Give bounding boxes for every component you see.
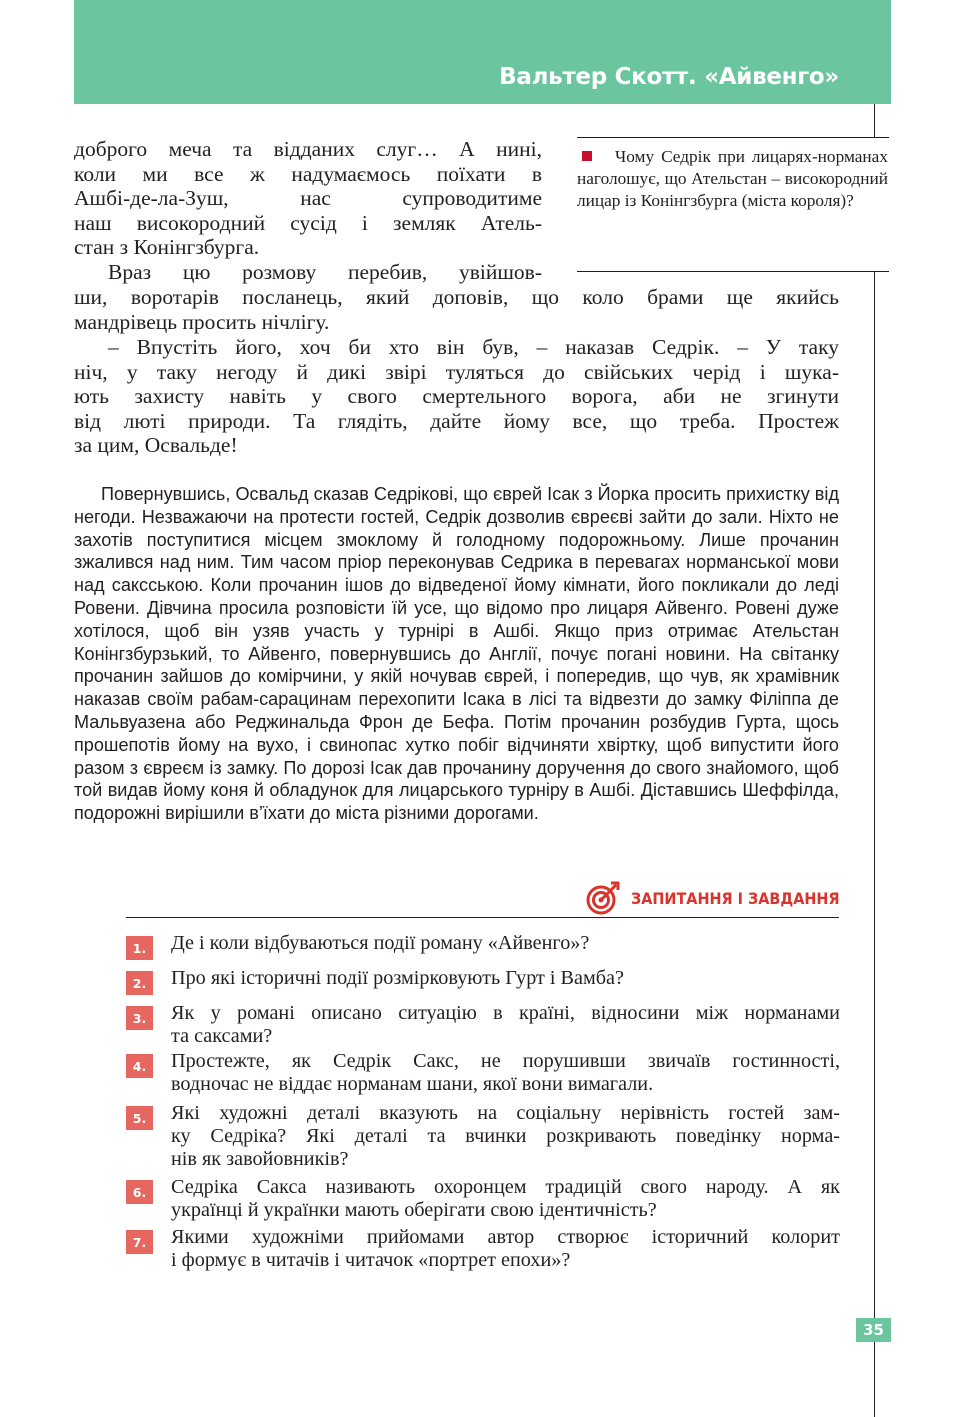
text-line: від люті природи. Та глядіть, дайте йому все, що треба. Простеж [74, 408, 839, 433]
question-text [171, 1002, 840, 1048]
square-bullet-icon [582, 151, 592, 161]
question-text [171, 967, 840, 990]
question-text [171, 1176, 840, 1222]
text-line: українці й українки мають оберігати свою ідентичність? [171, 1198, 657, 1221]
plot-summary: Повернувшись, Освальд сказав Седрікові, що єврей Ісак з Йорка просить прихистку від негоди. Незважаючи на протести гостей, Седрік дозволив євреєві зайти до зали. Ніхто не захотів поступитися місцем змоклому й голодному подорожньому. Лише прочанин зжалився над ним. Тим часом пріор переконував Седрика в перевагах норманської мови над саксською. Коли прочанин ішов до відведеної йому кімнати, його покликали до леді Ровени. Дівчина просила розповісти їй усе, що відомо про лицаря Айвенго. Ровені дуже хотілося, щоб він узяв участь у турнірі в Ашбі. Якщо приз отримає Ательстан Конінгзбурзький, то Айвенго, повернувшись до Англії, почує погані новини. На світанку прочанин зайшов до комірчини, у якій ночував єврей, і попередив, що чув, як храмівник наказав своїм рабам-сарацинам перехопити Ісака в лісі та відвезти до замку Філіппа де Мальвуазена або Реджинальда Фрон де Бефа. Потім прочанин розбудив Гурта, щось прошепотів йому на вухо, і свинопас хутко побіг відчиняти хвіртку, щоб випустити його разом з євреєм із замку. По дорозі Ісак дав прочанину доручення до свого знайомого, щоб той видав йому коня й обладунок для лицарського турніру в Ашбі. Діставшись Шеффілда, подорожні вирішили в’їхати до міста різними дорогами. [74, 484, 839, 824]
text-line: мандрівець просить нічлігу. [74, 309, 330, 334]
text-line: і формує в читачів і читачок «портрет епохи»? [171, 1248, 571, 1271]
question-number-badge: 6. [126, 1180, 153, 1204]
text-line: Які художні деталі вказують на соціальну нерівність гостей зам- [171, 1102, 840, 1124]
narrative-paragraph-1 [74, 137, 542, 260]
questions-rule [126, 917, 839, 918]
question-text [171, 1102, 840, 1170]
target-arrow-icon [585, 880, 621, 916]
text-line: стан з Конінгзбурга. [74, 235, 260, 260]
text-line: Седріка Сакса називають охоронцем традицій свого народу. А як [171, 1176, 840, 1198]
narrative-paragraph-2 [74, 285, 839, 334]
text-line: Про які історичні події розмірковують Гурт і Вамба? [171, 967, 624, 989]
question-text [171, 1226, 840, 1272]
question-text [171, 1050, 840, 1096]
question-number-badge: 5. [126, 1106, 153, 1130]
margin-rule [874, 271, 875, 1417]
narrative-paragraph-3 [74, 335, 839, 458]
text-line: Ашбі-де-ла-Зуш, нас супроводитиме [74, 186, 542, 211]
text-line: наш високородний сусід і земляк Атель- [74, 210, 542, 235]
question-number-badge: 4. [126, 1054, 153, 1078]
text-line: ши, воротарів посланець, який доповів, що коло брами ще якийсь [74, 285, 839, 309]
questions-title: ЗАПИТАННЯ І ЗАВДАННЯ [631, 888, 840, 908]
text-line: Простежте, як Седрік Сакс, не порушивши звичаїв гостинності, [171, 1050, 840, 1072]
text-line: ніч, у таку негоду й дикі звірі туляться до свійських черід і шука- [74, 359, 839, 384]
text-line: ють захисту навіть у свого смертельного ворога, аби не згинути [74, 384, 839, 409]
text-line: доброго меча та відданих слуг… А нині, [74, 137, 542, 161]
sidebar-question [577, 146, 888, 211]
sidebar-bottom-rule [577, 271, 889, 272]
text-line: – Впустіть його, хоч би хто він був, – наказав Седрік. – У таку [108, 335, 839, 359]
question-number-badge: 1. [126, 936, 153, 960]
text-line: та саксами? [171, 1024, 273, 1047]
page-number: 35 [856, 1318, 891, 1342]
margin-rule-top [874, 104, 875, 138]
sidebar-top-rule [577, 137, 889, 138]
question-number-badge: 3. [126, 1006, 153, 1030]
question-number-badge: 2. [126, 971, 153, 995]
text-line: Враз цю розмову перебив, увійшов- [108, 260, 542, 284]
text-line: Як у романі описано ситуацію в країні, відносини між норманами [171, 1002, 840, 1024]
chapter-title: Вальтер Скотт. «Айвенго» [499, 64, 839, 90]
text-line: водночас не віддає норманам шани, якої вони вимагали. [171, 1072, 654, 1095]
questions-heading [585, 880, 863, 916]
text-line: коли ми все ж надумаємось поїхати в [74, 161, 542, 186]
question-number-badge: 7. [126, 1230, 153, 1254]
header-band [74, 0, 891, 104]
text-line: Де і коли відбуваються події роману «Айвенго»? [171, 932, 590, 954]
text-line: ку Седріка? Які деталі та вчинки розкривають поведінку норма- [171, 1124, 840, 1147]
text-line: нів як завойовників? [171, 1147, 349, 1170]
narrative-paragraph-2-start [74, 260, 542, 285]
text-line: за цим, Освальде! [74, 433, 238, 458]
text-line: Якими художніми прийомами автор створює історичний колорит [171, 1226, 840, 1248]
sidebar-question-text: Чому Седрік при лицарях-норманах наголошує, що Ательстан – високородний лицар із Конінгзбурга (міста короля)? [577, 147, 888, 210]
question-text [171, 932, 840, 955]
